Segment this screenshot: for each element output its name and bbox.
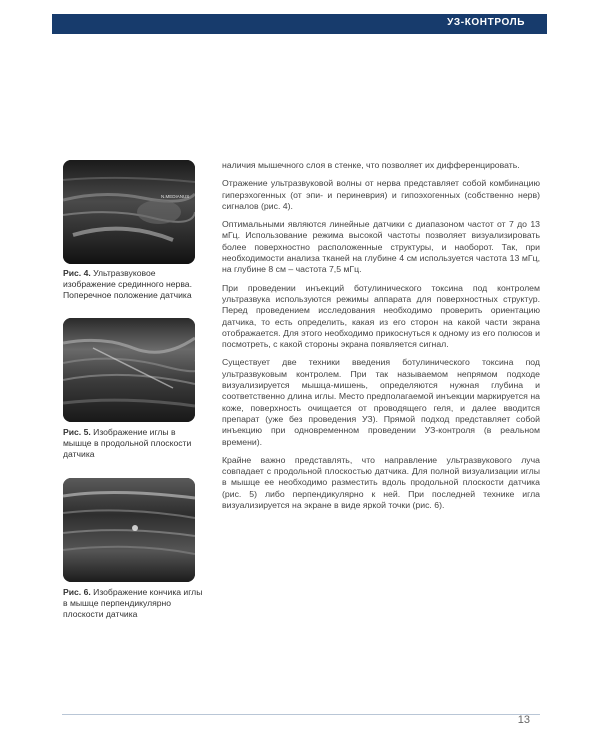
main-text-column (222, 160, 540, 518)
page-number: 13 (517, 714, 530, 726)
figure-6-caption (63, 587, 203, 621)
paragraph: наличия мышечного слоя в стенке, что позволяет их дифференцировать. (222, 160, 520, 170)
footer-divider (62, 714, 540, 715)
figure-6-number: Рис. 6. (63, 587, 91, 597)
figure-4-number: Рис. 4. (63, 268, 91, 278)
paragraph: Крайне важно представлять, что направление ультразвукового луча совпадает с продольной плоскостью датчика. Для полной визуализации иглы в мышце ее необходимо разместить вдоль продольной плоскости датчика (рис. 5) либо перпендикулярно к ней. При последней технике игла визуализируется на экране в виде яркой точки (рис. 6). (222, 454, 540, 511)
paragraph: Отражение ультразвуковой волны от нерва представляет собой комбинацию гиперэхогенных (от эпи- и периневрия) и гипоэхогенных (собственно нерв) сигналов (рис. 4). (222, 178, 540, 211)
figure-4-caption (63, 268, 203, 302)
nerve-label: N.MEDIANUS (161, 194, 190, 199)
paragraph: Существует две техники введения ботулинического токсина под ультразвуковым контролем. При так называемом непрямом подходе визуализируется мышца-мишень, определяются нужная глубина и соответственно длина иглы. Место предполагаемой инъекции маркируется на коже, поверхность очищается от проводящего геля, и далее вводится препарат (уже без проведения УЗ). Прямой подход представляет собой инъекцию при одновременном проведении УЗ-контроля (в реальном времени). (222, 357, 540, 447)
figure-4-ultrasound-image (63, 160, 195, 264)
paragraph: Оптимальными являются линейные датчики с диапазоном частот от 7 до 13 мГц. Использование режима высокой частоты позволяет визуализировать более поверхностно расположенные структуры, и наоборот. Так, при необходимости анализа тканей на глубине 4 см используется частота 13 мГц, на глубине 8 см – частота 7,5 мГц. (222, 219, 540, 275)
header-bar (52, 14, 547, 34)
section-title: УЗ-КОНТРОЛЬ (447, 17, 525, 28)
figure-5-number: Рис. 5. (63, 427, 91, 437)
figure-5-ultrasound-image (63, 318, 195, 422)
figure-5-caption (63, 427, 203, 461)
figure-4-caption-text: Ультразвуковое изображение срединного нерва. Поперечное положение датчика (63, 268, 192, 301)
figure-6-caption-text: Изображение кончика иглы в мышце перпендикулярно плоскости датчика (63, 587, 203, 620)
figure-5-caption-text: Изображение иглы в мышце в продольной плоскости датчика (63, 427, 192, 460)
figure-6-ultrasound-image (63, 478, 195, 582)
paragraph: При проведении инъекций ботулинического токсина под контролем ультразвука используются режимы аппарата для поверхностных структур. Перед проведением исследования необходимо проверить ориентацию датчика, то есть определить, какая из его сторон на какой части экрана отображается. Для этого необходимо прикоснуться к одному из его полюсов и посмотреть, с какой стороны экрана появляется сигнал. (222, 282, 540, 350)
